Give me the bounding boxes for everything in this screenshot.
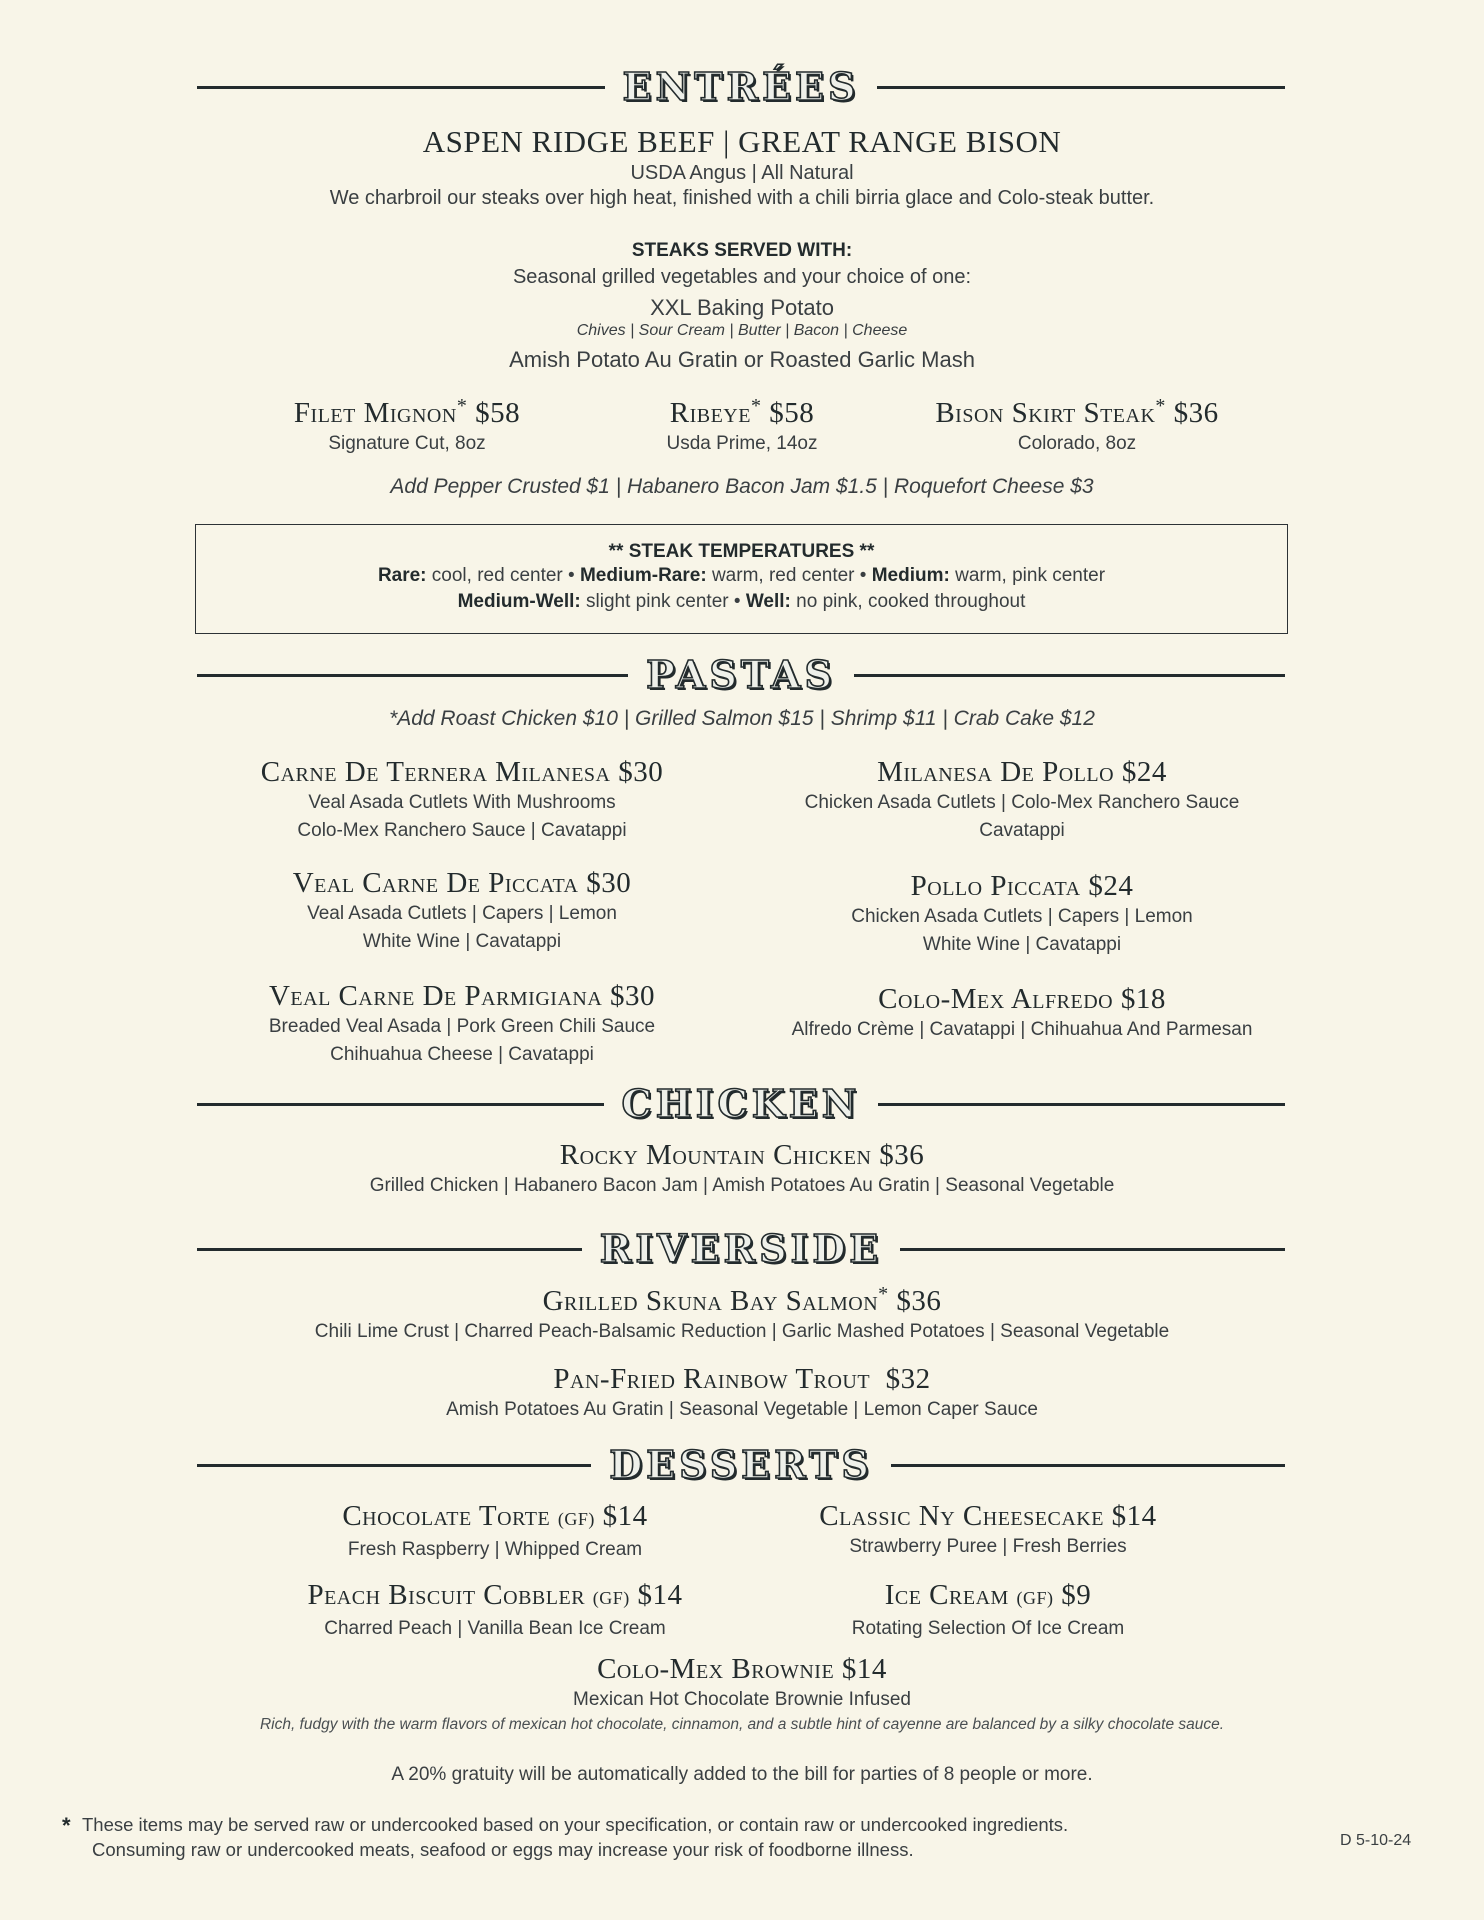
item-name: Veal Carne De Parmigiana $30 (268, 980, 656, 1012)
chicken-item (0, 1138, 1484, 1200)
item-desc: Colo-Mex Ranchero Sauce | Cavatappi (297, 820, 627, 841)
item-desc: Amish Potatoes Au Gratin | Seasonal Vegetable | Lemon Caper Sauce (446, 1399, 1038, 1420)
pasta-item (202, 866, 722, 956)
desserts-header (197, 1442, 1285, 1487)
item-name: Grilled Skuna Bay Salmon* $36 (542, 1283, 942, 1317)
dessert-brownie (0, 1652, 1484, 1714)
item-name: Colo-Mex Alfredo $18 (878, 983, 1166, 1015)
steak-blurb: We charbroil our steaks over high heat, finished with a chili birria glace and Colo-steak butter. (329, 187, 1155, 209)
item-name: Milanesa De Pollo $24 (877, 756, 1167, 788)
item-desc: Chicken Asada Cutlets | Capers | Lemon (851, 906, 1193, 927)
salmon-item (0, 1284, 1484, 1346)
item-name: Carne De Ternera Milanesa $30 (260, 756, 664, 788)
entrees-header (197, 64, 1285, 109)
section-title: CHICKEN (621, 1081, 861, 1126)
pasta-item (202, 755, 722, 845)
dessert-icecream (740, 1578, 1236, 1643)
temps-line-1: Rare: cool, red center • Medium-Rare: warm, red center • Medium: warm, pink center (377, 565, 1106, 586)
item-desc: Colorado, 8oz (1017, 433, 1137, 454)
item-desc: Signature Cut, 8oz (328, 433, 486, 454)
temps-line-2: Medium-Well: slight pink center • Well: no pink, cooked throughout (457, 591, 1026, 612)
riverside-header (197, 1226, 1285, 1271)
dessert-torte (230, 1499, 760, 1564)
item-name: Pollo Piccata $24 (910, 870, 1134, 902)
steak-ribeye (600, 396, 884, 458)
pastas-header (197, 652, 1285, 697)
section-title: DESSERTS (609, 1442, 873, 1487)
item-desc: Charred Peach | Vanilla Bean Ice Cream (324, 1618, 666, 1639)
served-line: Seasonal grilled vegetables and your choice of one: (512, 266, 972, 288)
dessert-cheesecake (740, 1499, 1236, 1561)
item-desc: Cavatappi (979, 820, 1065, 841)
divider (197, 86, 605, 89)
divider (900, 1248, 1285, 1251)
brownie-note: Rich, fudgy with the warm flavors of mexican hot chocolate, cinnamon, and a subtle hint of cayenne are balanced by a silky chocolate sauce. (259, 1716, 1225, 1733)
temps-title: ** STEAK TEMPERATURES ** (608, 541, 875, 562)
divider (197, 1103, 604, 1106)
pasta-item (760, 982, 1284, 1044)
pasta-item (760, 869, 1284, 959)
item-desc: Mexican Hot Chocolate Brownie Infused (573, 1689, 911, 1710)
item-desc: Veal Asada Cutlets | Capers | Lemon (307, 903, 617, 924)
item-desc: Breaded Veal Asada | Pork Green Chili Sauce (268, 1016, 656, 1037)
item-name: Pan-Fried Rainbow Trout $32 (553, 1363, 931, 1395)
brand-line: ASPEN RIDGE BEEF | GREAT RANGE BISON (422, 124, 1062, 159)
item-name: Chocolate Torte (GF) $14 (342, 1500, 648, 1532)
steak-filet (230, 396, 584, 458)
alt-sides: Amish Potato Au Gratin or Roasted Garlic Mash (509, 347, 975, 372)
item-name: Ribeye* $58 (669, 395, 815, 429)
divider (854, 674, 1285, 677)
item-desc: Chili Lime Crust | Charred Peach-Balsamic Reduction | Garlic Mashed Potatoes | Seasonal Vegetable (314, 1321, 1170, 1342)
raw-warning-star: * (62, 1813, 71, 1838)
item-name: Rocky Mountain Chicken $36 (559, 1139, 925, 1171)
divider (877, 86, 1285, 89)
item-desc: Fresh Raspberry | Whipped Cream (347, 1539, 643, 1560)
item-desc: Rotating Selection Of Ice Cream (851, 1618, 1125, 1639)
potato-option: XXL Baking Potato (650, 295, 834, 320)
section-title: RIVERSIDE (599, 1226, 883, 1271)
item-desc: Grilled Chicken | Habanero Bacon Jam | Amish Potatoes Au Gratin | Seasonal Vegetable (369, 1175, 1115, 1196)
divider (891, 1464, 1285, 1467)
steak-temperatures-box (195, 524, 1288, 634)
item-desc: Chicken Asada Cutlets | Colo-Mex Ranchero Sauce (804, 792, 1240, 813)
pasta-addons: *Add Roast Chicken $10 | Grilled Salmon $15 | Shrimp $11 | Crab Cake $12 (389, 707, 1095, 730)
item-desc: Alfredo Crème | Cavatappi | Chihuahua And Parmesan (791, 1019, 1253, 1040)
divider (197, 674, 628, 677)
brand-sub: USDA Angus | All Natural (630, 162, 854, 184)
section-title: ENTRÉES (622, 64, 860, 109)
trout-item (0, 1362, 1484, 1424)
divider (197, 1464, 591, 1467)
item-name: Veal Carne De Piccata $30 (292, 867, 632, 899)
item-name: Colo-Mex Brownie $14 (597, 1653, 887, 1685)
pasta-item (760, 755, 1284, 845)
item-desc: White Wine | Cavatappi (922, 934, 1122, 955)
item-desc: Strawberry Puree | Fresh Berries (849, 1536, 1127, 1557)
item-name: Classic Ny Cheesecake $14 (819, 1500, 1157, 1532)
item-name: Peach Biscuit Cobbler (GF) $14 (307, 1579, 683, 1611)
item-desc: White Wine | Cavatappi (362, 931, 562, 952)
dessert-cobbler (230, 1578, 760, 1643)
served-title: STEAKS SERVED WITH: (631, 240, 853, 261)
item-desc: Chihuahua Cheese | Cavatappi (330, 1044, 594, 1065)
raw-warning-line-1: These items may be served raw or undercooked based on your specification, or contain raw or undercooked ingredients. (82, 1814, 1069, 1835)
section-title: PASTAS (646, 652, 836, 697)
item-name: Bison Skirt Steak* $36 (935, 395, 1219, 429)
steak-addons: Add Pepper Crusted $1 | Habanero Bacon Jam $1.5 | Roquefort Cheese $3 (390, 475, 1094, 498)
steak-bison (880, 396, 1274, 458)
divider (197, 1248, 582, 1251)
item-desc: Veal Asada Cutlets With Mushrooms (308, 792, 616, 813)
gratuity-note: A 20% gratuity will be automatically added to the bill for parties of 8 people or more. (391, 1764, 1093, 1785)
menu-code: D 5-10-24 (1340, 1832, 1412, 1849)
raw-warning-line-2: Consuming raw or undercooked meats, seafood or eggs may increase your risk of foodborne illness. (92, 1839, 914, 1860)
item-name: Filet Mignon* $58 (293, 395, 521, 429)
item-desc: Usda Prime, 14oz (666, 433, 818, 454)
divider (878, 1103, 1285, 1106)
item-name: Ice Cream (GF) $9 (884, 1579, 1092, 1611)
potato-toppings: Chives | Sour Cream | Butter | Bacon | Cheese (576, 322, 908, 339)
chicken-header (197, 1081, 1285, 1126)
pasta-item (202, 979, 722, 1069)
